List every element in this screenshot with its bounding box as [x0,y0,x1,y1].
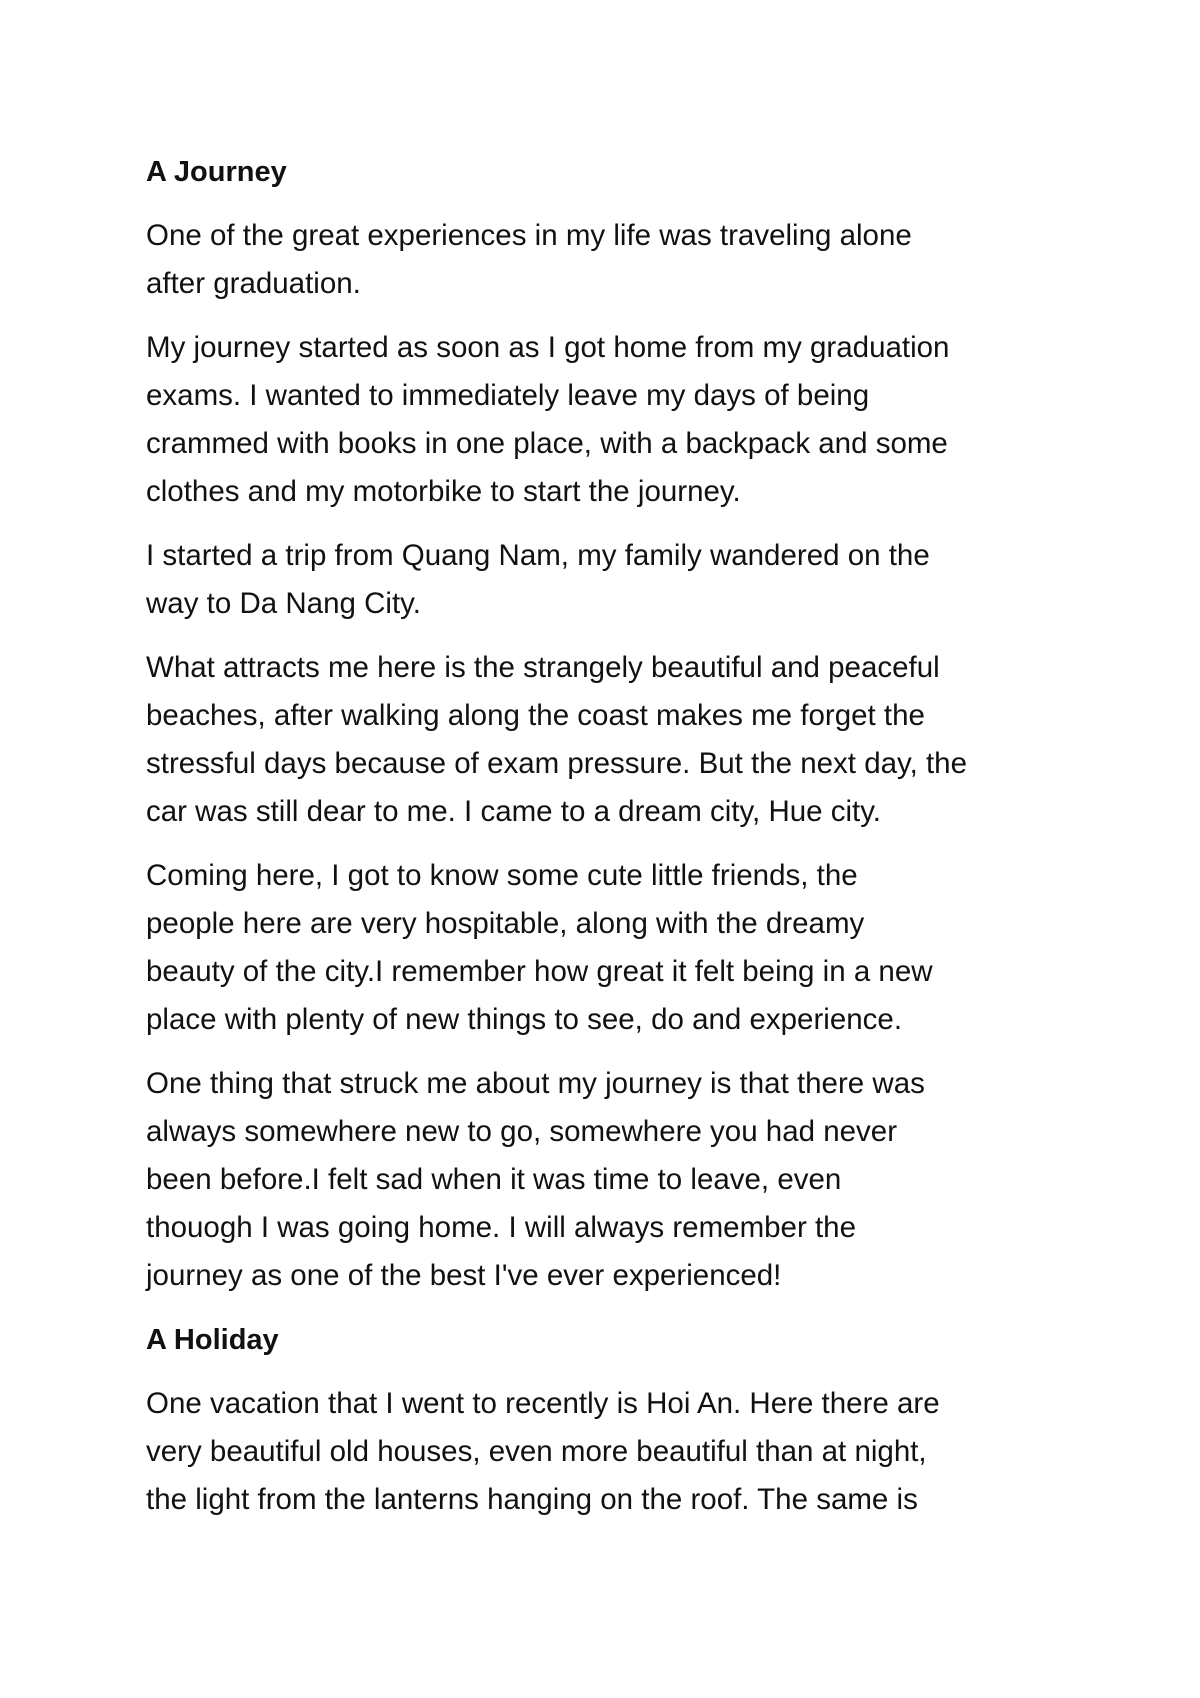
section-heading: A Holiday [146,1324,279,1356]
text-line: My journey started as soon as I got home from my graduation [146,331,950,364]
text-line: way to Da Nang City. [146,587,421,620]
text-line: One of the great experiences in my life was traveling alone [146,219,912,252]
paragraph [146,212,1076,308]
paragraph [146,1380,1076,1524]
text-line: Coming here, I got to know some cute little friends, the [146,859,858,892]
paragraph [146,324,1076,516]
text-line: always somewhere new to go, somewhere you had never [146,1115,898,1148]
text-line: thouogh I was going home. I will always remember the [146,1211,856,1244]
paragraph [146,532,1076,628]
text-line: I started a trip from Quang Nam, my family wandered on the [146,539,930,572]
text-line: exams. I wanted to immediately leave my days of being [146,379,870,412]
text-line: One thing that struck me about my journey is that there was [146,1067,925,1100]
text-line: One vacation that I went to recently is Hoi An. Here there are [146,1387,940,1420]
document-body [146,148,1076,1540]
text-line: stressful days because of exam pressure. But the next day, the [146,747,967,780]
paragraph [146,852,1076,1044]
text-line: car was still dear to me. I came to a dream city, Hue city. [146,795,882,828]
text-line: after graduation. [146,267,361,300]
section-a-journey [146,148,1076,1300]
text-line: clothes and my motorbike to start the journey. [146,475,741,508]
text-line: people here are very hospitable, along with the dreamy [146,907,865,940]
text-line: place with plenty of new things to see, do and experience. [146,1003,903,1036]
paragraph [146,644,1076,836]
text-line: beauty of the city.I remember how great it felt being in a new [146,955,933,988]
text-line: the light from the lanterns hanging on the roof. The same is [146,1483,918,1516]
text-line: crammed with books in one place, with a backpack and some [146,427,948,460]
text-line: What attracts me here is the strangely beautiful and peaceful [146,651,940,684]
text-line: beaches, after walking along the coast makes me forget the [146,699,925,732]
text-line: very beautiful old houses, even more beautiful than at night, [146,1435,927,1468]
section-heading: A Journey [146,156,287,188]
section-a-holiday [146,1316,1076,1524]
text-line: been before.I felt sad when it was time to leave, even [146,1163,842,1196]
paragraph [146,1060,1076,1300]
text-line: journey as one of the best I've ever experienced! [146,1259,782,1292]
